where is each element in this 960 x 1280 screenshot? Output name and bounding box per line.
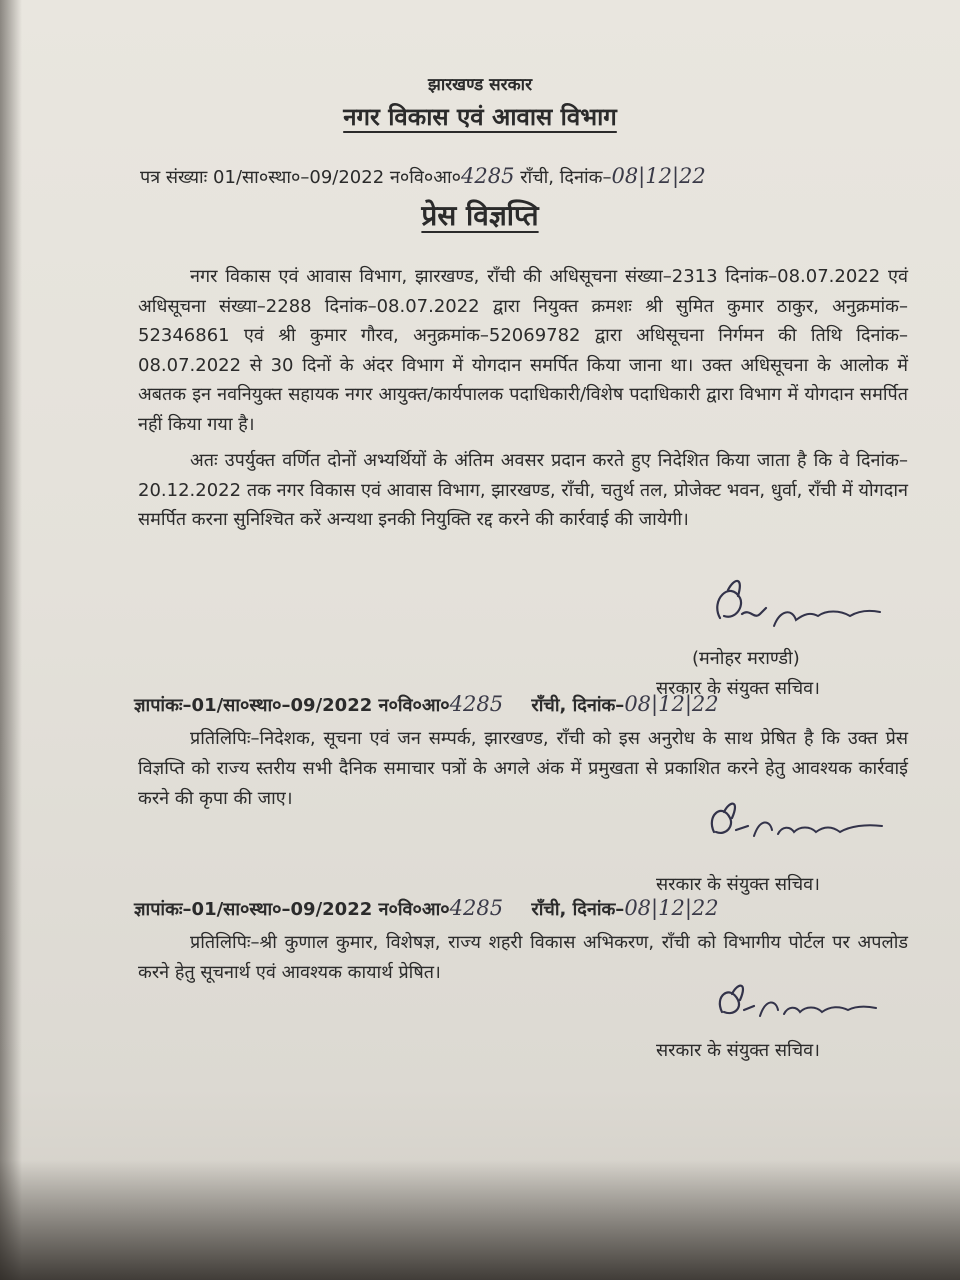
department-name: नगर विकास एवं आवास विभाग <box>343 103 617 131</box>
letter-date: 08|12|22 <box>611 164 706 188</box>
signature-1-date-annotation <box>760 614 822 633</box>
body-paragraph-2 <box>138 446 908 535</box>
signatory-designation: सरकार के संयुक्त सचिव। <box>656 678 820 699</box>
page-shadow-bottom <box>0 1160 960 1280</box>
memo-2-prefix: ज्ञापांकः–01/सा०स्था०–09/2022 न०वि०आ० <box>134 899 450 920</box>
letter-ref-prefix: पत्र संख्याः 01/सा०स्था०–09/2022 न०वि०आ० <box>140 167 461 188</box>
memo-2-date: 08|12|22 <box>624 896 719 920</box>
letter-place-date-label: राँची, दिनांक– <box>520 167 612 188</box>
memo-2-reference <box>134 896 719 921</box>
memo-2-number: 4285 <box>449 896 504 920</box>
memo-1-reference <box>134 692 719 717</box>
memo-1-prefix: ज्ञापांकः–01/सा०स्था०–09/2022 न०वि०आ० <box>134 695 450 716</box>
letter-ref-number: 4285 <box>461 164 515 188</box>
body-paragraph-1 <box>138 262 908 439</box>
signature-3-date-annotation <box>760 1004 822 1023</box>
memo-1-number: 4285 <box>449 692 504 716</box>
government-name: झारखण्ड सरकार <box>427 75 533 95</box>
signature-2-date-annotation <box>760 820 822 839</box>
memo-1-designation: सरकार के संयुक्त सचिव। <box>656 874 820 895</box>
memo-1-text: प्रतिलिपिः–निदेशक, सूचना एवं जन सम्पर्क, झारखण्ड, राँची को इस अनुरोध के साथ प्रेषित है कि उक्त प्रेस विज्ञप्ति को राज्य स्तरीय सभी दैनिक समाचार पत्रों के अगले अंक में प्रमुखता से प्रकाशित करने हेतु आवश्यक कार्रवाई करने की कृपा की जाए। <box>138 728 908 809</box>
memo-1-place-date-label: राँची, दिनांक– <box>531 695 625 716</box>
body-paragraph-1-text: नगर विकास एवं आवास विभाग, झारखण्ड, राँची की अधिसूचना संख्या–2313 दिनांक–08.07.2022 एवं अधिसूचना संख्या–2288 दिनांक–08.07.2022 द्वारा नियुक्त क्रमशः श्री सुमित कुमार ठाकुर, अनुक्रमांक–52346861 एवं श्री कुमार गौरव, अनुक्रमांक–52069782 द्वारा अधिसूचना निर्गमन की तिथि दिनांक–08.07.2022 से 30 दिनों के अंदर विभाग में योगदान समर्पित किया जाना था। उक्त अधिसूचना के आलोक में अबतक इन नवनियुक्त सहायक नगर आयुक्त/कार्यपालक पदाधिकारी/विशेष पदाधिकारी द्वारा विभाग में योगदान समर्पित नहीं किया गया है। <box>138 266 908 435</box>
letter-reference <box>140 164 706 189</box>
memo-2-place-date-label: राँची, दिनांक– <box>531 899 625 920</box>
memo-2-text: प्रतिलिपिः–श्री कुणाल कुमार, विशेषज्ञ, राज्य शहरी विकास अभिकरण, राँची को विभागीय पोर्टल पर अपलोड करने हेतु सूचनार्थ एवं आवश्यक कायार्थ प्रेषित। <box>138 932 908 983</box>
page-shadow-left <box>0 0 22 1280</box>
body-paragraph-2-text: अतः उपर्युक्त वर्णित दोनों अभ्यर्थियों के अंतिम अवसर प्रदान करते हुए निदेशित किया जाता है कि वे दिनांक–20.12.2022 तक नगर विकास एवं आवास विभाग, झारखण्ड, राँची, चतुर्थ तल, प्रोजेक्ट भवन, धुर्वा, राँची में योगदान समर्पित करना सुनिश्चित करें अन्यथा इनकी नियुक्ति रद्द करने की कार्रवाई की जायेगी। <box>138 450 908 530</box>
memo-2-designation: सरकार के संयुक्त सचिव। <box>656 1040 820 1061</box>
memo-1-date: 08|12|22 <box>624 692 719 716</box>
signatory-name: (मनोहर मराण्डी) <box>692 648 800 669</box>
press-release-title: प्रेस विज्ञप्ति <box>421 199 539 232</box>
